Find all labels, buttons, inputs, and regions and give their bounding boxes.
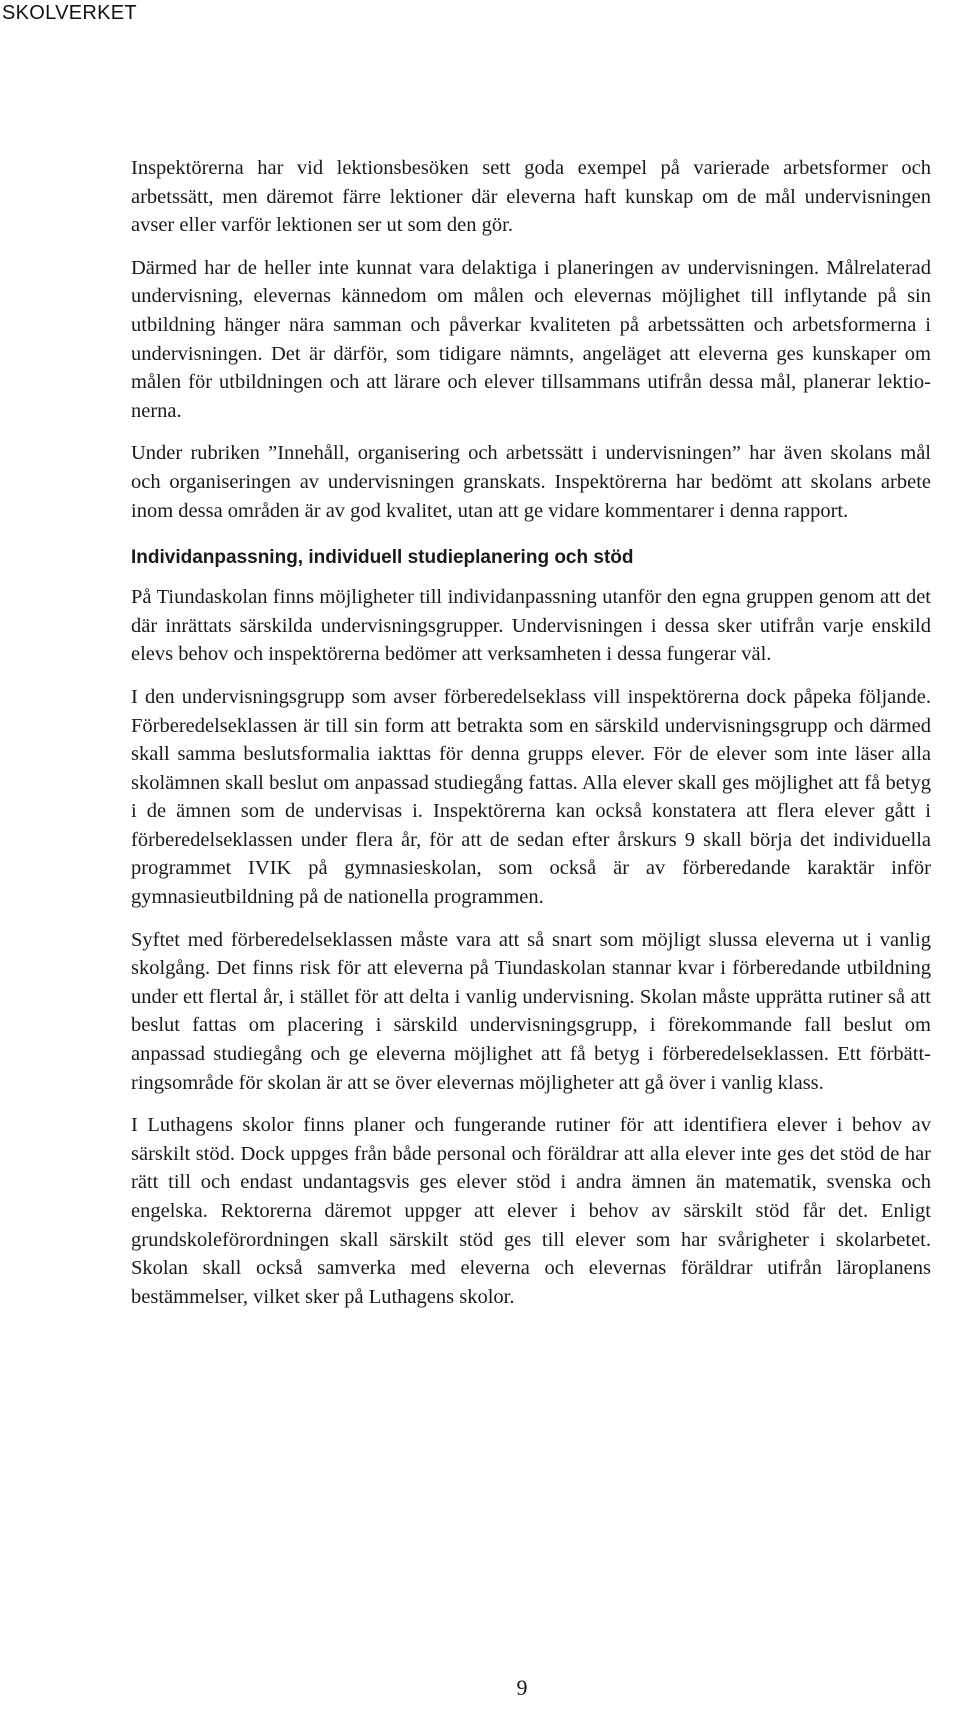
document-body — [131, 154, 931, 1325]
body-paragraph: Syftet med förberedelseklassen måste vara att så snart som möjligt slussa eleverna ut i vanlig skolgång. Det finns risk för att eleverna på Tiundaskolan stannar kvar i förberedande utbildning under ett flertal år, i stället för att delta i vanlig undervisning. Skolan måste upprätta rutiner så att beslut fattas om placering i särskild undervisningsgrupp, i förekommande fall beslut om anpassad studiegång och ge eleverna möjlighet att få betyg i förberedelseklassen. Ett förbättringsområde för skolan är att se över elevernas möjligheter att gå över i vanlig klass. — [131, 928, 931, 1094]
body-paragraph: I den undervisningsgrupp som avser förberedelseklass vill inspektörerna dock påpeka följande. Förberedelseklassen är till sin form att betrakta som en särskild undervisningsgrupp och därmed skall samma beslutsformalia iakttas för denna grupps elever. För de elever som inte läser alla skolämnen skall beslut om anpassad studiegång fattas. Alla elever skall ges möjlighet att få betyg i de ämnen som de undervisas i. Inspektörerna kan också konstatera att flera elever gått i förberedelseklassen under flera år, för att de sedan efter årskurs 9 skall börja det individuella programmet IVIK på gymnasieskolan, som också är av förberedande karaktär inför gymnasieutbildning på de nationella programmen. — [131, 685, 931, 909]
body-paragraph: Inspektörerna har vid lektionsbesöken sett goda exempel på varierade arbetsformer och arbetssätt, men däremot färre lektioner där eleverna haft kunskap om de mål undervisningen avser eller varför lektionen ser ut som den gör. — [131, 157, 931, 237]
body-paragraph: Därmed har de heller inte kunnat vara delaktiga i planeringen av undervisningen. Målrelaterad undervisning, elevernas kännedom om målen och elevernas möjlighet till inflytande på sin utbildning hänger nära samman och påverkar kvaliteten på arbetssätten och arbetsformerna i undervisningen. Det är därför, som tidigare nämnts, angeläget att eleverna ges kunskaper om målen för utbildningen och att lärare och elever tillsammans utifrån dessa mål, planerar lektionerna. — [131, 256, 931, 422]
body-paragraph: I Luthagens skolor finns planer och fungerande rutiner för att identifiera elever i behov av särskilt stöd. Dock uppges från både personal och föräldrar att alla elever inte ges det stöd de har rätt till och endast undantagsvis ges elever stöd i andra ämnen än matematik, svenska och engelska. Rektorerna däremot uppger att elever i behov av särskilt stöd får det. Enligt grundskoleförordningen skall särskilt stöd ges till elever som har svårigheter i skolarbetet. Skolan skall också samverka med eleverna och elevernas föräldrar utifrån läroplanens bestämmelser, vilket sker på Luthagens skolor. — [131, 1114, 931, 1308]
section-heading: Individanpassning, individuell studieplanering och stöd — [131, 547, 634, 569]
running-header: SKOLVERKET — [2, 2, 137, 24]
body-paragraph: På Tiundaskolan finns möjligheter till individanpassning utanför den egna gruppen genom att det där inrättats särskilda undervisningsgrupper. Undervisningen i dessa sker utifrån varje enskild elevs behov och inspektörerna bedömer att verksamheten i dessa fungerar väl. — [131, 586, 931, 666]
body-paragraph: Under rubriken ”Innehåll, organisering och arbetssätt i undervisningen” har även skolans mål och organiseringen av undervisningen granskats. Inspektörerna har bedömt att skolans arbete inom dessa områden är av god kvalitet, utan att ge vidare kommentarer i denna rapport. — [131, 442, 931, 522]
page-number: 9 — [516, 1675, 528, 1700]
